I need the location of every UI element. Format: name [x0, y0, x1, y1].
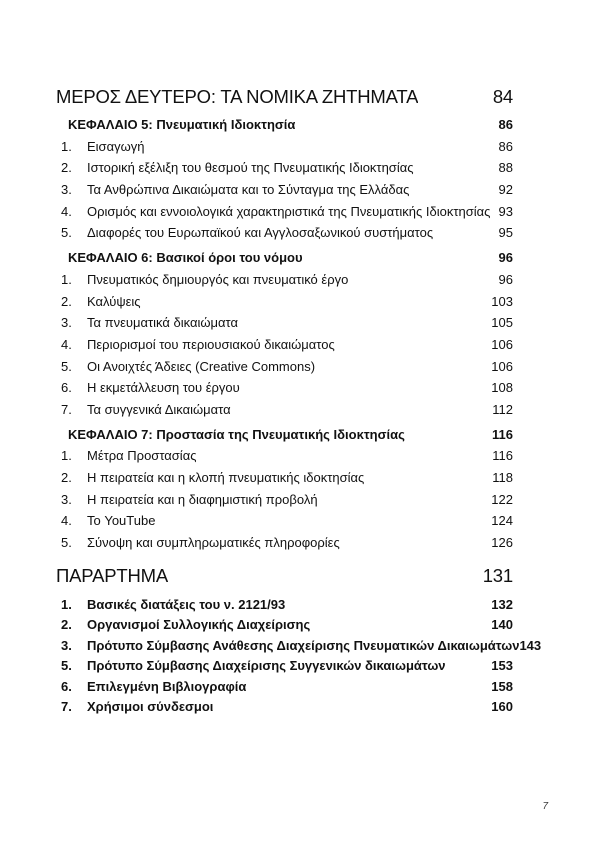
- toc-entry-title: Επιλεγμένη Βιβλιογραφία: [87, 678, 247, 694]
- toc-entry-page-number: 143: [519, 637, 542, 653]
- toc-entry-title: Βασικές διατάξεις του ν. 2121/93: [87, 596, 286, 612]
- toc-entry-page-number: 116: [492, 426, 513, 442]
- toc-entry-title: Τα πνευματικά δικαιώματα: [87, 315, 239, 331]
- toc-entry-page-number: 106: [491, 358, 513, 374]
- toc-entry-title: ΠΑΡΑΡΤΗΜΑ: [56, 564, 168, 586]
- footer-page-number: 7: [542, 801, 548, 812]
- toc-item-row: [56, 656, 513, 677]
- toc-entry-title: Η πειρατεία και η διαφημιστική προβολή: [87, 491, 318, 507]
- toc-item-number: 2.: [61, 293, 72, 309]
- toc-entry-title: Ορισμός και εννοιολογικά χαρακτηριστικά της Πνευματικής Ιδιοκτησίας: [87, 203, 491, 219]
- toc-entry-title: Ιστορική εξέλιξη του θεσμού της Πνευματικής Ιδιοκτησίας: [87, 160, 414, 176]
- toc-item-row: [56, 377, 513, 399]
- toc-entry-title: Πνευματικός δημιουργός και πνευματικό έργο: [87, 271, 349, 287]
- toc-entry-page-number: 95: [498, 225, 513, 241]
- toc-item-row: [56, 399, 513, 421]
- toc-entry-page-number: 158: [491, 678, 513, 694]
- toc-entry-page-number: 84: [492, 86, 513, 107]
- toc-entry-title: Σύνοψη και συμπληρωματικές πληροφορίες: [87, 535, 340, 551]
- toc-entry-page-number: 160: [491, 699, 513, 715]
- toc-entry-page-number: 88: [498, 160, 513, 176]
- toc-item-number: 5.: [61, 535, 72, 551]
- toc-entry-page-number: 96: [498, 250, 513, 266]
- toc-entry-title: ΚΕΦΑΛΑΙΟ 6: Βασικοί όροι του νόμου: [68, 250, 303, 266]
- toc-entry-page-number: 116: [492, 448, 513, 464]
- toc-chapter-row: [56, 424, 513, 446]
- toc-entry-title: Οι Ανοιχτές Άδειες (Creative Commons): [87, 358, 316, 374]
- toc-item-number: 6.: [61, 678, 72, 694]
- toc-entry-page-number: 126: [491, 535, 513, 551]
- toc-item-row: [56, 157, 513, 179]
- toc-entry-page-number: 108: [491, 380, 513, 396]
- toc-entry-page-number: 92: [498, 182, 513, 198]
- toc-entry-title: Μέτρα Προστασίας: [87, 448, 197, 464]
- toc-item-row: [56, 334, 513, 356]
- toc-entry-page-number: 140: [491, 617, 513, 633]
- toc-entry-title: Καλύψεις: [87, 293, 141, 309]
- toc-item-row: [56, 222, 513, 244]
- toc-item-row: [56, 179, 513, 201]
- toc-item-number: 3.: [61, 182, 72, 198]
- toc-chapter-row: [56, 247, 513, 269]
- toc-entry-title: ΚΕΦΑΛΑΙΟ 7: Προστασία της Πνευματικής Ιδιοκτησίας: [68, 426, 405, 442]
- toc-entry-page-number: 131: [482, 564, 513, 586]
- toc-item-row: [56, 445, 513, 467]
- toc-item-number: 2.: [61, 160, 72, 176]
- toc-item-number: 7.: [61, 699, 72, 715]
- toc-item-number: 2.: [61, 617, 72, 633]
- toc-entry-page-number: 96: [498, 271, 513, 287]
- toc-entry-title: Το YouTube: [87, 513, 156, 529]
- toc-part-row: [56, 84, 513, 110]
- toc-item-number: 5.: [61, 658, 72, 674]
- toc-entry-page-number: 103: [491, 293, 513, 309]
- toc-entry-page-number: 105: [491, 315, 513, 331]
- toc-item-number: 6.: [61, 380, 72, 396]
- toc-item-number: 4.: [61, 513, 72, 529]
- toc-item-number: 4.: [61, 336, 72, 352]
- toc-item-number: 5.: [61, 358, 72, 374]
- toc-entry-page-number: 86: [498, 117, 513, 132]
- toc-entry-title: Πρότυπο Σύμβασης Διαχείρισης Συγγενικών δικαιωμάτων: [87, 658, 446, 674]
- toc-entry-page-number: 93: [498, 203, 513, 219]
- toc-item-row: [56, 636, 542, 657]
- table-of-contents: [56, 84, 542, 718]
- toc-chapter-row: [56, 114, 513, 136]
- toc-item-row: [56, 489, 513, 511]
- toc-item-row: [56, 291, 513, 313]
- toc-entry-page-number: 153: [491, 658, 513, 674]
- toc-item-row: [56, 312, 513, 334]
- toc-item-number: 3.: [61, 315, 72, 331]
- toc-entry-page-number: 106: [491, 336, 513, 352]
- toc-item-number: 1.: [61, 271, 72, 287]
- toc-entry-title: Τα Ανθρώπινα Δικαιώματα και το Σύνταγμα της Ελλάδας: [87, 182, 410, 198]
- toc-item-row: [56, 201, 513, 223]
- toc-entry-page-number: 118: [492, 470, 513, 485]
- toc-item-number: 4.: [61, 203, 72, 219]
- toc-part-row: [56, 563, 513, 589]
- toc-item-row: [56, 136, 513, 158]
- toc-entry-title: Η εκμετάλλευση του έργου: [87, 380, 240, 396]
- toc-item-number: 1.: [61, 138, 72, 154]
- toc-item-row: [56, 532, 513, 554]
- toc-entry-title: ΜΕΡΟΣ ΔΕΥΤΕΡΟ: ΤΑ ΝΟΜΙΚΑ ΖΗΤΗΜΑΤΑ: [56, 86, 419, 107]
- toc-entry-title: Εισαγωγή: [87, 138, 145, 154]
- toc-item-row: [56, 697, 513, 718]
- toc-entry-title: Διαφορές του Ευρωπαϊκού και Αγγλοσαξωνικού συστήματος: [87, 225, 434, 241]
- toc-item-number: 3.: [61, 491, 72, 507]
- toc-entry-page-number: 132: [491, 596, 513, 612]
- toc-item-row: [56, 467, 513, 489]
- toc-entry-page-number: 112: [492, 401, 513, 417]
- toc-entry-page-number: 124: [491, 513, 513, 529]
- toc-item-row: [56, 615, 513, 636]
- toc-item-number: 3.: [61, 637, 72, 653]
- toc-entry-page-number: 86: [498, 138, 513, 154]
- toc-item-number: 7.: [61, 401, 72, 417]
- toc-item-row: [56, 269, 513, 291]
- toc-item-number: 1.: [61, 596, 72, 612]
- toc-entry-title: Χρήσιμοι σύνδεσμοι: [87, 699, 214, 715]
- toc-entry-title: Οργανισμοί Συλλογικής Διαχείρισης: [87, 617, 311, 633]
- toc-entry-title: Πρότυπο Σύμβασης Ανάθεσης Διαχείρισης Πνευματικών Δικαιωμάτων: [87, 637, 520, 653]
- toc-entry-title: Περιορισμοί του περιουσιακού δικαιώματος: [87, 336, 335, 352]
- toc-item-row: [56, 510, 513, 532]
- toc-item-row: [56, 677, 513, 698]
- toc-item-number: 1.: [61, 448, 72, 464]
- toc-item-number: 2.: [61, 470, 72, 485]
- toc-item-number: 5.: [61, 225, 72, 241]
- toc-entry-title: Η πειρατεία και η κλοπή πνευματικής ιδοκτησίας: [87, 470, 365, 485]
- toc-entry-page-number: 122: [491, 491, 513, 507]
- toc-entry-title: Τα συγγενικά Δικαιώματα: [87, 401, 231, 417]
- toc-item-row: [56, 356, 513, 378]
- toc-item-row: [56, 595, 513, 616]
- toc-entry-title: ΚΕΦΑΛΑΙΟ 5: Πνευματική Ιδιοκτησία: [68, 117, 296, 132]
